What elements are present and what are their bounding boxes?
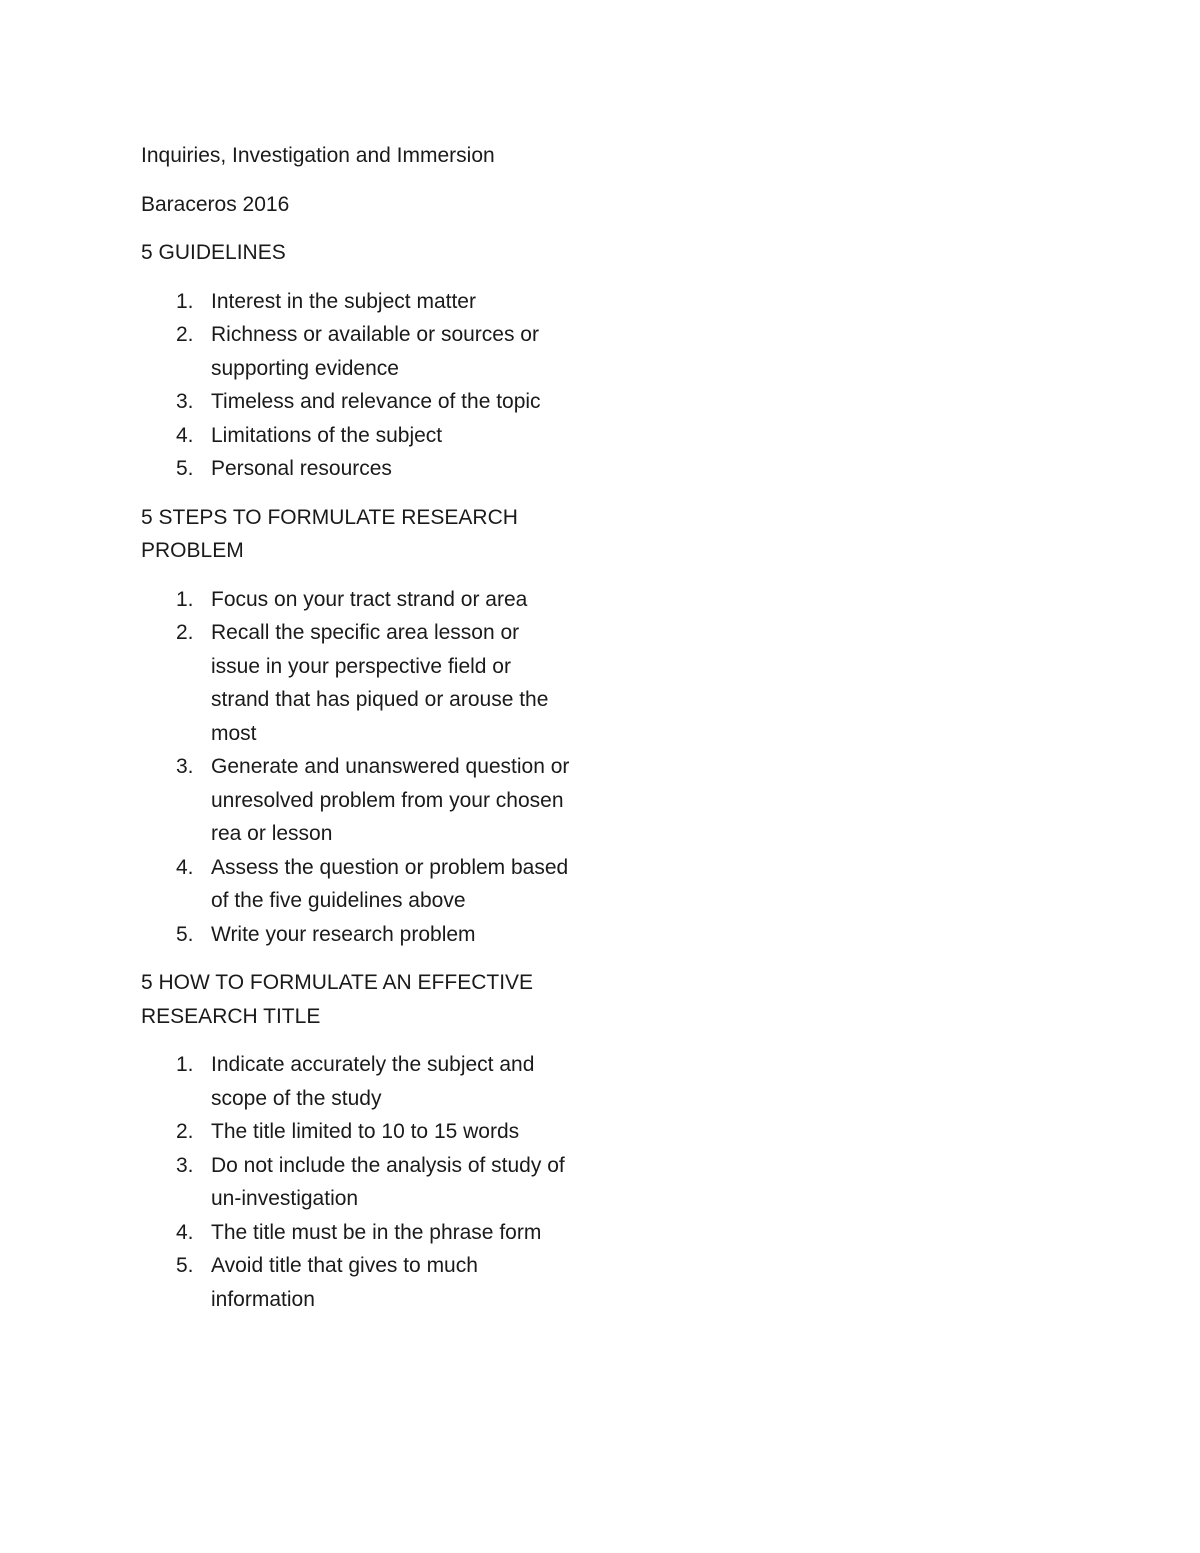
list-item: [141, 851, 571, 918]
list-number: 2.: [176, 1120, 194, 1143]
list-item: [141, 285, 571, 319]
list-text: Indicate accurately the subject and scope of the study: [211, 1053, 535, 1110]
list-number: 1.: [176, 1053, 194, 1076]
list-number: 3.: [176, 755, 194, 778]
list-number: 5.: [176, 1254, 194, 1277]
steps-list: [141, 583, 571, 952]
list-item: [141, 750, 571, 851]
list-item: [141, 1216, 571, 1250]
list-item: [141, 1149, 571, 1216]
list-item: [141, 1048, 571, 1115]
list-text: Focus on your tract strand or area: [211, 587, 528, 611]
list-number: 5.: [176, 457, 194, 480]
list-number: 2.: [176, 323, 194, 346]
list-number: 3.: [176, 390, 194, 413]
list-text: Write your research problem: [211, 922, 476, 946]
list-item: [141, 419, 571, 453]
list-text: Personal resources: [211, 457, 392, 480]
guidelines-list: [141, 285, 571, 486]
list-item: [141, 452, 571, 486]
list-text: The title must be in the phrase form: [211, 1220, 542, 1244]
list-number: 1.: [176, 587, 194, 611]
list-item: [141, 583, 571, 617]
list-number: 5.: [176, 922, 194, 946]
list-item: [141, 385, 571, 419]
list-text: Timeless and relevance of the topic: [211, 390, 541, 413]
list-text: The title limited to 10 to 15 words: [211, 1120, 520, 1143]
list-item: [141, 918, 571, 952]
list-number: 3.: [176, 1153, 194, 1177]
section-heading-title: 5 HOW TO FORMULATE AN EFFECTIVE RESEARCH TITLE: [141, 971, 534, 1028]
list-text: Avoid title that gives to much information: [211, 1254, 478, 1311]
list-text: Richness or available or sources or supporting evidence: [211, 323, 539, 380]
list-number: 1.: [176, 289, 194, 313]
list-item: [141, 616, 571, 750]
list-item: [141, 1249, 571, 1316]
list-text: Recall the specific area lesson or issue in your perspective field or strand that has piqued or arouse the most: [211, 621, 549, 745]
title-list: [141, 1048, 571, 1316]
list-text: Limitations of the subject: [211, 423, 443, 447]
document-title: Inquiries, Investigation and Immersion: [141, 144, 495, 167]
section-heading-steps: 5 STEPS TO FORMULATE RESEARCH PROBLEM: [141, 505, 518, 562]
list-number: 4.: [176, 423, 194, 447]
list-number: 4.: [176, 855, 194, 879]
list-text: Interest in the subject matter: [211, 289, 476, 313]
list-number: 2.: [176, 621, 194, 644]
list-text: Assess the question or problem based of the five guidelines above: [211, 855, 569, 912]
list-item: [141, 318, 571, 385]
list-text: Do not include the analysis of study of un-investigation: [211, 1153, 565, 1210]
section-heading-guidelines: 5 GUIDELINES: [141, 241, 286, 264]
document-body: [141, 139, 571, 1331]
list-text: Generate and unanswered question or unresolved problem from your chosen rea or lesson: [211, 755, 570, 845]
document-subtitle: Baraceros 2016: [141, 192, 290, 216]
list-item: [141, 1115, 571, 1149]
list-number: 4.: [176, 1220, 194, 1244]
